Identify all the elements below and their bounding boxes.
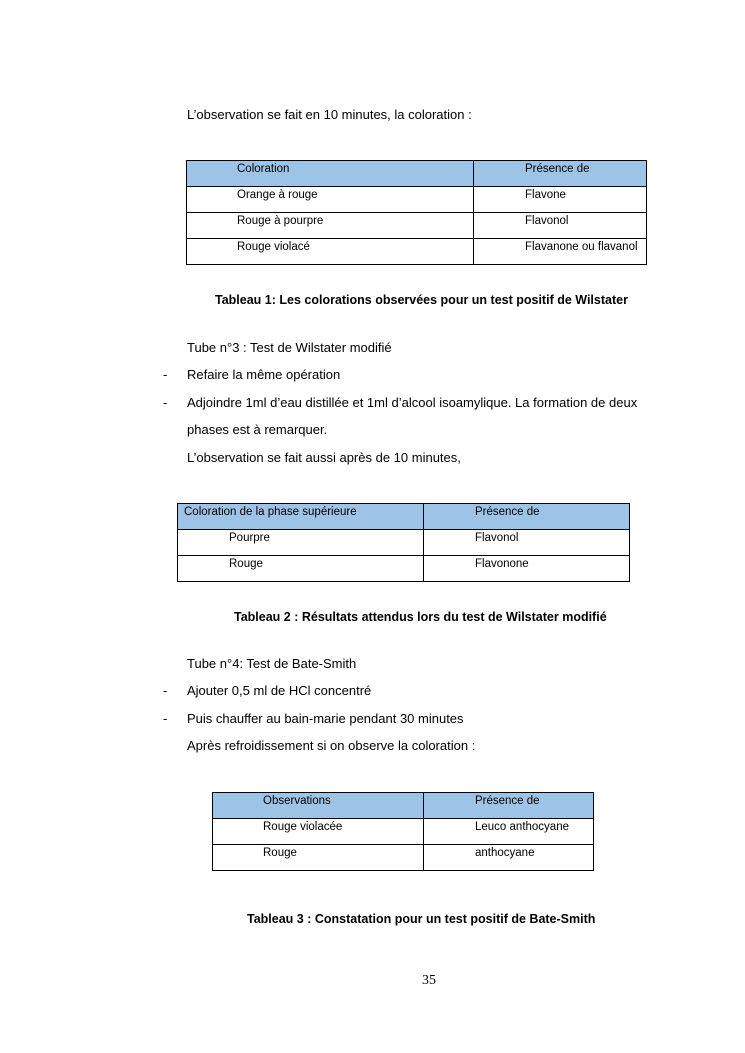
table-header-row [213, 793, 594, 819]
table-cell: Rouge violacé [187, 239, 474, 265]
bate-smith-table [212, 792, 594, 871]
list-bullet: - [163, 395, 168, 410]
list-bullet: - [163, 683, 168, 698]
table-row [213, 845, 594, 871]
table-row [213, 819, 594, 845]
table-cell: Rouge [178, 556, 424, 582]
table-cell: Rouge à pourpre [187, 213, 474, 239]
intro-text: L’observation se fait en 10 minutes, la coloration : [187, 107, 472, 122]
colorations-table [186, 160, 647, 265]
page-number: 35 [422, 973, 436, 988]
list-item: Refaire la même opération [187, 367, 341, 382]
table-row [187, 239, 647, 265]
table-cell: Rouge violacée [213, 819, 424, 845]
table-cell: Rouge [213, 845, 424, 871]
table-header-cell: Coloration [187, 161, 474, 187]
table-cell: Flavonol [424, 530, 630, 556]
list-item: Puis chauffer au bain-marie pendant 30 minutes [187, 711, 464, 726]
note-text: Après refroidissement si on observe la coloration : [187, 738, 476, 753]
section-title: Tube n°4: Test de Bate-Smith [187, 656, 357, 671]
table-cell: Flavonone [424, 556, 630, 582]
table-cell: Flavonol [474, 213, 647, 239]
list-item: Adjoindre 1ml d’eau distillée et 1ml d’alcool isoamylique. La formation de deux [187, 395, 638, 410]
table-row [187, 187, 647, 213]
table-caption: Tableau 1: Les colorations observées pour un test positif de Wilstater [215, 293, 628, 307]
table-cell: Orange à rouge [187, 187, 474, 213]
note-text: L’observation se fait aussi après de 10 minutes, [187, 450, 461, 465]
list-bullet: - [163, 367, 168, 382]
table-header-row [187, 161, 647, 187]
list-item: Ajouter 0,5 ml de HCl concentré [187, 683, 372, 698]
table-cell: Flavone [474, 187, 647, 213]
table-header-cell: Présence de [424, 504, 630, 530]
table-header-row [178, 504, 630, 530]
table-cell: Flavanone ou flavanol [474, 239, 647, 265]
table-cell: Pourpre [178, 530, 424, 556]
table-header-cell: Observations [213, 793, 424, 819]
table-row [178, 530, 630, 556]
table-header-cell: Présence de [424, 793, 594, 819]
wilstater-modified-table [177, 503, 630, 582]
table-row [187, 213, 647, 239]
section-title: Tube n°3 : Test de Wilstater modifié [187, 340, 392, 355]
table-header-cell: Coloration de la phase supérieure [178, 504, 424, 530]
list-item-continuation: phases est à remarquer. [187, 422, 328, 437]
table-caption: Tableau 2 : Résultats attendus lors du test de Wilstater modifié [234, 610, 607, 624]
table-cell: anthocyane [424, 845, 594, 871]
table-caption: Tableau 3 : Constatation pour un test positif de Bate-Smith [247, 912, 596, 926]
table-row [178, 556, 630, 582]
list-bullet: - [163, 711, 168, 726]
table-header-cell: Présence de [474, 161, 647, 187]
table-cell: Leuco anthocyane [424, 819, 594, 845]
